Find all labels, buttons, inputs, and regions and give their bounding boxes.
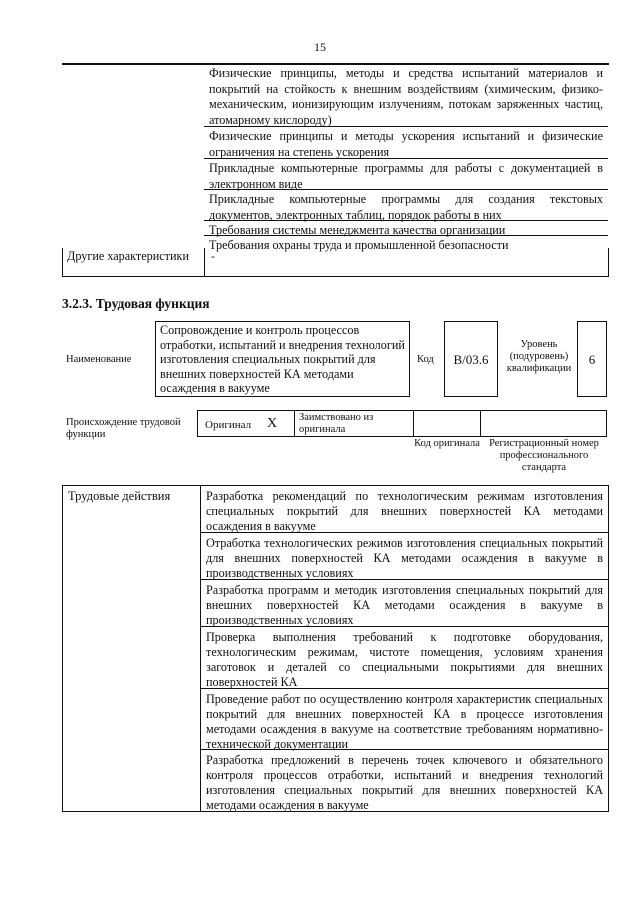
actions-right-column (201, 486, 608, 811)
code-box (444, 321, 498, 397)
knowledge-row: Прикладные компьютерные программы для создания текстовых документов, электронных таблиц, порядок работы в них (204, 190, 608, 221)
function-name-value: Сопровождение и контроль процессов отработки, испытаний и внедрения технологий изготовления специальных покрытий для внешних поверхностей КА методами осаждения в вакууме (160, 323, 405, 395)
labor-actions-label: Трудовые действия (68, 489, 171, 503)
knowledge-right-column (204, 64, 608, 251)
knowledge-row: Требования охраны труда и промышленной безопасности (209, 238, 509, 252)
knowledge-row: Физические принципы, методы и средства испытаний материалов и покрытий на стойкость к внешним воздействиям (химическим, физико-механическим, ионизирующим излучениям, потокам заряженных частиц, атомарному кислороду) (204, 64, 608, 127)
divider (413, 411, 414, 436)
knowledge-row: Требования системы менеджмента качества организации (204, 221, 608, 236)
column-divider (204, 248, 205, 276)
code-original-caption: Код оригинала (414, 438, 480, 449)
knowledge-row: Прикладные компьютерные программы для работы с документацией в электронном виде (204, 159, 608, 190)
labor-action-row: Проведение работ по осуществлению контроля характеристик специальных покрытий для внешних поверхностей КА в процессе изготовления методами осаждения в вакууме на соответствие требованиям нормативно-технической документации (201, 689, 608, 750)
labor-action-row: Отработка технологических режимов изготовления специальных покрытий для внешних поверхностей КА методами осаждения в вакууме в производственных условиях (201, 533, 608, 580)
origin-row (197, 410, 607, 437)
code-label: Код (417, 354, 434, 365)
borrowed-label: Заимствовано из оригинала (299, 412, 374, 435)
original-label: Оригинал (205, 419, 252, 431)
level-value: 6 (588, 352, 596, 367)
other-characteristics-row (62, 248, 609, 277)
actions-left-column (63, 486, 201, 811)
reg-number-caption: Регистрационный номер профессионального стандарта (489, 438, 599, 473)
origin-label: Происхождение трудовой функции (66, 417, 181, 440)
other-characteristics-value: - (211, 249, 215, 263)
name-label: Наименование (66, 354, 132, 365)
function-name-box (155, 321, 410, 397)
labor-action-row: Разработка предложений в перечень точек ключевого и обязательного контроля процессов отработки, испытаний и внедрения технологий изготовления специальных покрытий для внешних поверхностей КА методами осаждения в вакууме (206, 753, 603, 812)
code-value: B/03.6 (453, 352, 489, 367)
labor-action-row: Разработка программ и методик изготовления специальных покрытий для внешних поверхностей КА методами осаждения в вакууме в производственных условиях (201, 580, 608, 627)
original-mark: X (267, 416, 278, 431)
section-title: 3.2.3. Трудовая функция (62, 296, 210, 311)
labor-actions-table (62, 485, 609, 812)
knowledge-table (62, 63, 609, 252)
labor-action-row: Разработка рекомендаций по технологическим режимам изготовления специальных покрытий для внешних поверхностей КА методами осаждения в вакууме (201, 486, 608, 533)
page-number: 15 (314, 40, 326, 54)
divider (480, 411, 481, 436)
knowledge-row: Физические принципы и методы ускорения испытаний и физические ограничения на степень ускорения (204, 127, 608, 159)
labor-action-row: Проверка выполнения требований к подготовке оборудования, технологическим режимам, чистоте помещения, условиям хранения заготовок и деталей со специальными покрытиями для внешних поверхностей КА (201, 627, 608, 689)
divider (294, 411, 295, 436)
level-box (577, 321, 607, 397)
other-characteristics-label: Другие характеристики (67, 249, 189, 263)
level-label: Уровень (подуровень) квалификации (506, 339, 572, 374)
